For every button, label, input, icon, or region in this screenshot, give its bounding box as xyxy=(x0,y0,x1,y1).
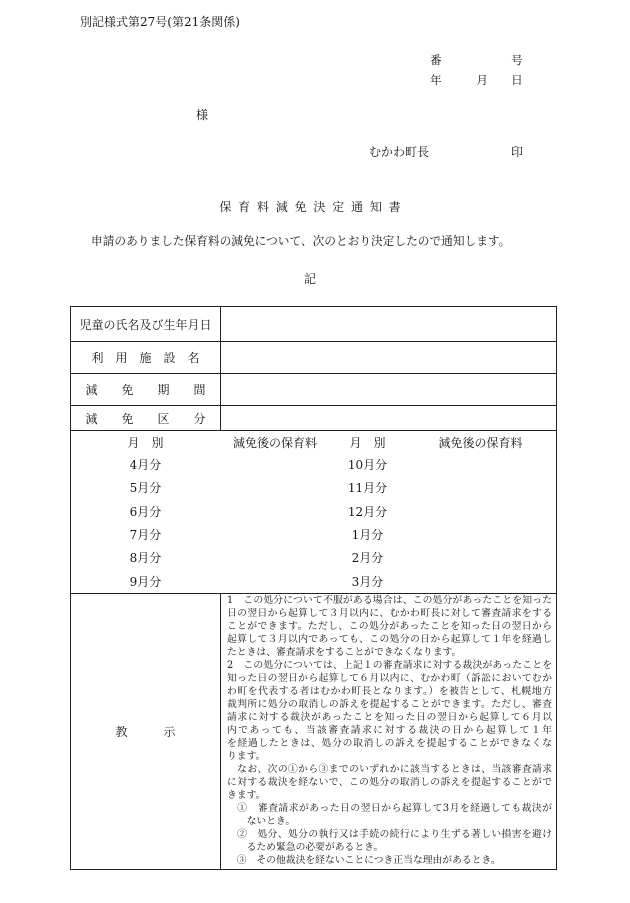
month-column-header: 月 別 xyxy=(349,435,386,450)
date-label: 年 月 日 xyxy=(430,73,523,87)
instruction-label: 教 示 xyxy=(71,594,221,869)
instruction-line: たときは、審査請求をすることができなくなります。 xyxy=(227,647,462,658)
month-label: 9月分 xyxy=(129,574,162,589)
month-label: 2月分 xyxy=(351,551,384,566)
reduced-fee-value xyxy=(220,453,330,476)
instruction-line: るため緊急の必要があるとき。 xyxy=(227,842,384,853)
reduction-category-label: 減 免 区 分 xyxy=(71,406,221,430)
reduced-fee-value xyxy=(405,523,556,546)
document-title: 保 育 料 減 免 決 定 通 知 書 xyxy=(219,200,401,214)
child-name-birthdate-label: 児童の氏名及び生年月日 xyxy=(71,307,221,341)
monthly-fee-grid xyxy=(71,431,556,593)
facility-row xyxy=(71,342,556,374)
month-label: 6月分 xyxy=(129,504,162,519)
instruction-line: を経過したときは、処分の取消しの訴えを提起することができなくな xyxy=(227,738,552,749)
instruction-line: ことができます。ただし、この処分があったことを知った日の翌日から xyxy=(227,621,552,632)
month-label: 3月分 xyxy=(351,574,384,589)
addressee-honorific: 様 xyxy=(196,108,209,122)
instruction-row xyxy=(71,594,556,869)
instruction-line: 請求に対する裁決があったことを知った日の翌日から起算して６月以 xyxy=(227,712,552,723)
issuer-name: むかわ町長 xyxy=(369,145,430,159)
month-label: 11月分 xyxy=(347,481,388,496)
instruction-line: 日の翌日から起算して３月以内に、むかわ町長に対して審査請求をする xyxy=(227,608,552,619)
month-label: 1月分 xyxy=(351,528,384,543)
instruction-line: きます。 xyxy=(227,790,266,801)
month-label: 7月分 xyxy=(129,528,162,543)
reduced-fee-value xyxy=(220,500,330,523)
reduced-fee-value xyxy=(405,546,556,569)
instruction-line: に対する裁決を経ないで、この処分の取消しの訴えを提起することがで xyxy=(227,777,552,788)
instruction-text xyxy=(221,594,556,869)
instruction-line: 裁判所に処分の取消しの訴えを提起することができます。ただし、審査 xyxy=(227,699,552,710)
instruction-line: 2 この処分については、上記１の審査請求に対する裁決があったことを xyxy=(227,660,552,671)
reduced-fee-value xyxy=(220,523,330,546)
instruction-line: ① 審査請求があった日の翌日から起算して3月を経過しても裁決が xyxy=(227,803,552,814)
reduced-fee-value xyxy=(405,500,556,523)
document-number-label: 番 号 xyxy=(430,53,523,67)
instruction-line: 起算して３月以内であっても、この処分の日から起算して１年を経過し xyxy=(227,634,552,645)
reduced-fee-value xyxy=(405,453,556,476)
details-table xyxy=(70,306,557,870)
instruction-line: ② 処分、処分の執行又は手続の続行により生ずる著しい損害を避け xyxy=(227,829,552,840)
month-label: 10月分 xyxy=(347,458,388,473)
instruction-line: 1 この処分について不服がある場合は、この処分があったことを知った xyxy=(227,595,552,606)
instruction-line: 内であっても、当該審査請求に対する裁決の日から起算して１年 xyxy=(227,725,552,736)
month-label: 4月分 xyxy=(129,458,162,473)
reduced-fee-value xyxy=(405,476,556,499)
reduction-category-field xyxy=(221,406,556,430)
intro-text: 申請のありました保育料の減免について、次のとおり決定したので通知します。 xyxy=(91,234,511,248)
month-label: 12月分 xyxy=(347,504,388,519)
monthly-fee-section xyxy=(71,431,556,594)
reduced-fee-column-header: 減免後の保育料 xyxy=(438,435,523,450)
facility-name-label: 利 用 施 設 名 xyxy=(71,342,221,373)
reduction-period-label: 減 免 期 間 xyxy=(71,374,221,405)
child-name-birthdate-field xyxy=(221,307,556,341)
reduction-period-row xyxy=(71,374,556,406)
month-label: 8月分 xyxy=(129,551,162,566)
seal-mark: 印 xyxy=(511,145,524,159)
reduced-fee-value xyxy=(220,476,330,499)
month-column-header: 月 別 xyxy=(127,435,164,450)
instruction-line: 知った日の翌日から起算して６月以内に、むかわ町（訴訟においてむか xyxy=(227,673,552,684)
reduced-fee-value xyxy=(220,570,330,593)
reduction-category-row xyxy=(71,406,556,431)
instruction-line: ないとき。 xyxy=(227,816,296,827)
form-number: 別記様式第27号(第21条関係) xyxy=(80,15,240,29)
instruction-line: ります。 xyxy=(227,751,266,762)
reduced-fee-value xyxy=(405,570,556,593)
ki-heading: 記 xyxy=(304,272,317,286)
reduction-period-field xyxy=(221,374,556,405)
month-label: 5月分 xyxy=(129,481,162,496)
reduced-fee-column-header: 減免後の保育料 xyxy=(232,435,317,450)
instruction-line: わ町を代表する者はむかわ町長となります。）を被告として、札幌地方 xyxy=(227,686,552,697)
facility-name-field xyxy=(221,342,556,373)
instruction-line: なお、次の①から③までのいずれかに該当するときは、当該審査請求 xyxy=(227,764,552,775)
reduced-fee-value xyxy=(220,546,330,569)
child-row xyxy=(71,307,556,342)
instruction-line: ③ その他裁決を経ないことにつき正当な理由があるとき。 xyxy=(227,855,501,866)
